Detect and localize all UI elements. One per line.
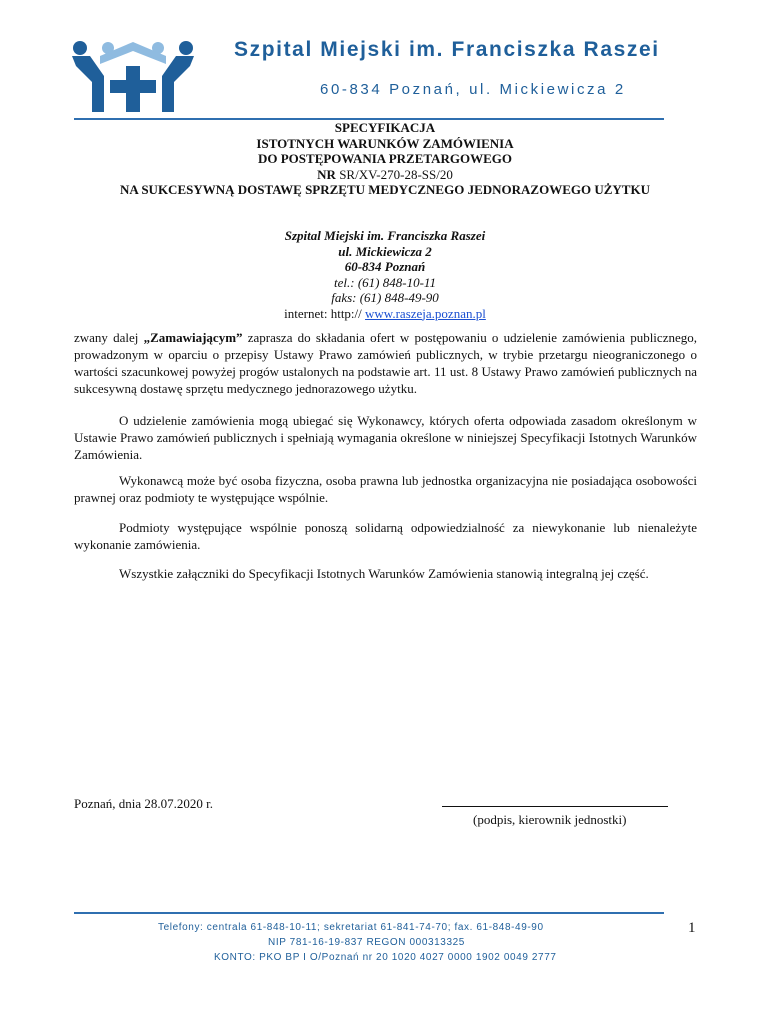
footer-ids: NIP 781-16-19-837 REGON 000313325 xyxy=(268,937,465,948)
address-tel: tel.: (61) 848-10-11 xyxy=(334,274,436,290)
page-number: 1 xyxy=(688,920,696,936)
address-city: 60-834 Poznań xyxy=(344,259,426,274)
address-name: Szpital Miejski im. Franciszka Raszei xyxy=(284,228,486,243)
intro-paragraph xyxy=(74,329,697,397)
paragraph-5: Wszystkie załączniki do Specyfikacji Istotnych Warunków Zamówienia stanowią integralną jej część. xyxy=(119,566,649,581)
paragraph-2: O udzielenie zamówienia mogą ubiegać się Wykonawcy, których oferta odpowiada zasadom określonym w Ustawie Prawo zamówień publicznych i spełniają wymagania określone w niniejszej Specyfikacji Istotnych Warunków Zamówienia. xyxy=(74,413,697,462)
intro-pre: zwany dalej xyxy=(74,330,144,345)
nr-label: NR xyxy=(317,166,336,182)
contracting-authority-address xyxy=(100,228,670,321)
title-line-5: NA SUKCESYWNĄ DOSTAWĘ SPRZĘTU MEDYCZNEGO JEDNORAZOWEGO UŻYTKU xyxy=(120,182,650,197)
footer-divider xyxy=(74,912,664,914)
address-internet xyxy=(100,306,670,322)
signature-caption: (podpis, kierownik jednostki) xyxy=(473,812,627,827)
address-fax: faks: (61) 848-49-90 xyxy=(331,290,439,305)
title-line-1: SPECYFIKACJA xyxy=(334,120,436,135)
paragraph-4: Podmioty występujące wspólnie ponoszą solidarną odpowiedzialność za niewykonanie lub nienależyte wykonanie zamówienia. xyxy=(74,520,697,552)
intro-bold: „Zamawiającym” xyxy=(143,330,243,345)
internet-label: internet: http:// xyxy=(284,305,366,321)
place-date: Poznań, dnia 28.07.2020 r. xyxy=(74,796,214,811)
nr-value: SR/XV-270-28-SS/20 xyxy=(335,166,453,182)
title-line-3: DO POSTĘPOWANIA PRZETARGOWEGO xyxy=(257,151,512,166)
title-number xyxy=(60,167,710,183)
hospital-name: Szpital Miejski im. Franciszka Raszei xyxy=(234,38,660,61)
footer-phones: Telefony: centrala 61-848-10-11; sekretariat 61-841-74-70; fax. 61-848-49-90 xyxy=(158,922,544,933)
hospital-logo-icon xyxy=(70,40,196,112)
footer-account: KONTO: PKO BP I O/Poznań nr 20 1020 4027 0000 1902 0049 2777 xyxy=(214,952,557,963)
address-street: ul. Mickiewicza 2 xyxy=(338,243,432,259)
hospital-address: 60-834 Poznań, ul. Mickiewicza 2 xyxy=(320,81,626,98)
title-line-2: ISTOTNYCH WARUNKÓW ZAMÓWIENIA xyxy=(256,135,514,151)
intro-post: zaprasza do składania ofert w postępowaniu o udzielenie zamówienia publicznego, prowadzonym w oparciu o przepisy Ustawy Prawo zamówień publicznych, w trybie przetargu nieograniczonego o wartości szacunkowej powyżej progów ustalonych na podstawie art. 11 ust. 8 Ustawy Prawo zamówień publicznych na sukcesywną dostawę sprzętu medycznego jednorazowego użytku. xyxy=(74,330,697,396)
document-title xyxy=(60,120,710,198)
paragraph-3: Wykonawcą może być osoba fizyczna, osoba prawna lub jednostka organizacyjna nie posiadająca osobowości prawnej oraz podmioty te występujące wspólnie. xyxy=(74,473,697,505)
signature-line xyxy=(442,806,668,807)
website-link[interactable]: www.raszeja.poznan.pl xyxy=(365,305,486,321)
